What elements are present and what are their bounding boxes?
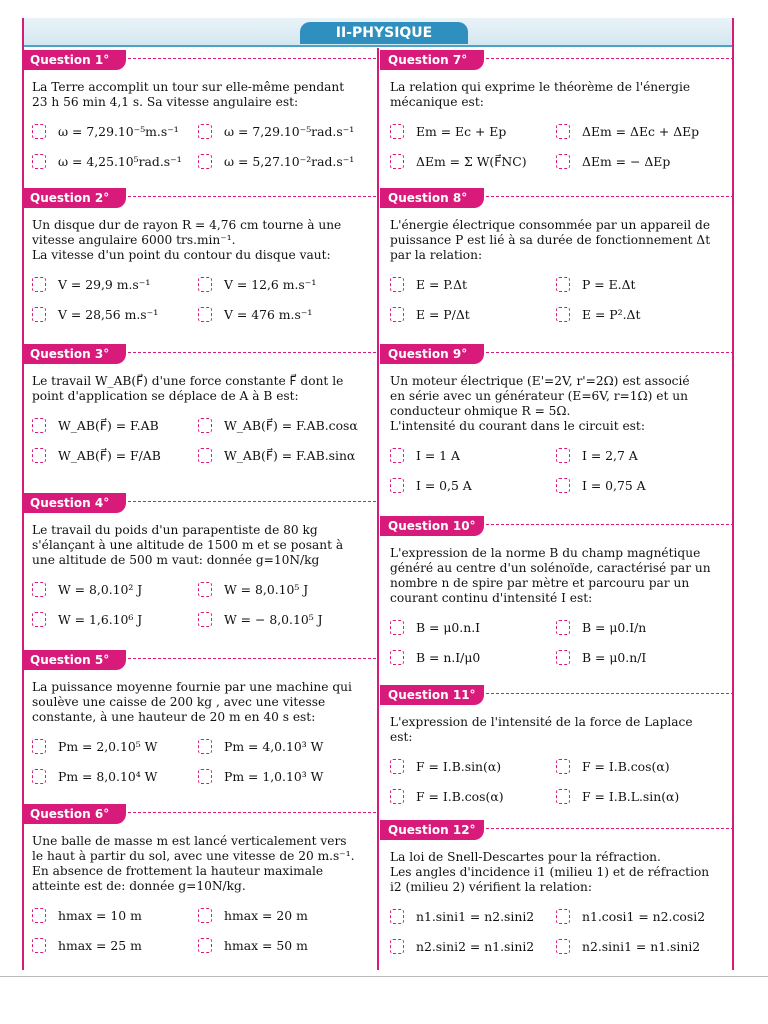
answer-option[interactable] [198,154,364,169]
answer-checkbox[interactable] [556,759,570,774]
answer-checkbox[interactable] [390,448,404,463]
answer-text: E = P.Δt [416,276,467,292]
answer-checkbox[interactable] [556,124,570,139]
answer-option[interactable] [32,769,198,784]
question-header [380,685,734,707]
answer-option[interactable] [198,418,364,433]
answer-options [390,901,734,961]
question-divider [486,58,734,59]
answer-text: ω = 5,27.10⁻²rad.s⁻¹ [224,153,355,169]
question-9 [380,344,734,500]
answer-text: V = 476 m.s⁻¹ [224,306,313,322]
answer-row [390,299,734,329]
answer-options [32,574,376,634]
answer-option[interactable] [32,124,198,139]
answer-row [32,440,376,470]
answer-option[interactable] [198,448,364,463]
answer-checkbox[interactable] [390,620,404,635]
question-header [380,188,734,210]
answer-option[interactable] [556,759,722,774]
question-2 [22,188,376,329]
answer-checkbox[interactable] [198,612,212,627]
answer-option[interactable] [556,939,722,954]
answer-option[interactable] [198,582,364,597]
answer-option[interactable] [198,739,364,754]
answer-option[interactable] [198,124,364,139]
question-header [22,650,376,672]
answer-option[interactable] [32,448,198,463]
answer-text: F = I.B.cos(α) [416,788,504,804]
answer-option[interactable] [198,938,364,953]
question-divider [128,658,376,659]
question-divider [486,524,734,525]
answer-checkbox[interactable] [32,769,46,784]
answer-text: V = 29,9 m.s⁻¹ [58,276,151,292]
answer-checkbox[interactable] [32,418,46,433]
question-divider [486,693,734,694]
answer-checkbox[interactable] [556,650,570,665]
answer-row [32,269,376,299]
answer-text: Pm = 8,0.10⁴ W [58,768,158,784]
question-divider [486,828,734,829]
answer-option[interactable] [198,908,364,923]
answer-checkbox[interactable] [198,908,212,923]
question-text: Le travail W_AB(F⃗) d'une force constante F⃗ dont le point d'application se déplace de A à B est: [32,374,344,403]
question-header [22,493,376,515]
answer-text: F = I.B.cos(α) [582,758,670,774]
answer-options [32,269,376,329]
question-header [22,344,376,366]
answer-row [390,642,734,672]
answer-checkbox[interactable] [390,307,404,322]
question-text: Une balle de masse m est lancé verticalement vers le haut à partir du sol, avec une vitesse de 20 m.s⁻¹. En absence de frottement la hauteur maximale atteinte est de: donnée g=10N/kg. [32,834,355,893]
question-4 [22,493,376,634]
answer-options [32,410,376,470]
answer-text: n1.sini1 = n2.sini2 [416,908,535,924]
question-5 [22,650,376,791]
answer-row [32,146,376,176]
question-text: La Terre accomplit un tour sur elle-même pendant 23 h 56 min 4,1 s. Sa vitesse angulaire est: [32,80,345,109]
answer-option[interactable] [556,620,722,635]
answer-option[interactable] [198,612,364,627]
answer-checkbox[interactable] [198,739,212,754]
answer-text: I = 2,7 A [582,447,638,463]
answer-row [390,751,734,781]
answer-option[interactable] [32,938,198,953]
answer-option[interactable] [390,154,556,169]
answer-text: Pm = 4,0.10³ W [224,738,324,754]
answer-text: W = 1,6.10⁶ J [58,611,143,627]
answer-checkbox[interactable] [556,789,570,804]
answer-checkbox[interactable] [32,938,46,953]
answer-text: P = E.Δt [582,276,636,292]
answer-option[interactable] [32,739,198,754]
question-text: L'énergie électrique consommée par un appareil de puissance P est lié à sa durée de fonctionnement Δt par la relation: [390,218,711,262]
question-text: Le travail du poids d'un parapentiste de 80 kg s'élançant à une altitude de 1500 m et se posant à une altitude de 500 m vaut: donnée g=10N/kg [32,523,344,567]
question-label: Question 9° [380,344,484,364]
answer-text: Em = Ec + Ep [416,123,507,139]
answer-checkbox[interactable] [32,908,46,923]
answer-checkbox[interactable] [198,938,212,953]
answer-text: W_AB(F⃗) = F/AB [58,447,161,463]
answer-option[interactable] [198,769,364,784]
answer-option[interactable] [390,789,556,804]
answer-row [390,269,734,299]
answer-checkbox[interactable] [32,448,46,463]
answer-checkbox[interactable] [556,620,570,635]
answer-text: W = 8,0.10⁵ J [224,581,309,597]
answer-checkbox[interactable] [198,582,212,597]
answer-checkbox[interactable] [32,739,46,754]
answer-checkbox[interactable] [198,769,212,784]
answer-text: B = n.I/μ0 [416,649,481,665]
answer-option[interactable] [198,277,364,292]
answer-text: ω = 7,29.10⁻⁵m.s⁻¹ [58,123,179,139]
answer-row [32,604,376,634]
answer-checkbox[interactable] [556,277,570,292]
answer-text: n2.sini2 = n1.sini2 [416,938,535,954]
answer-text: ΔEm = − ΔEp [582,153,671,169]
answer-checkbox[interactable] [32,307,46,322]
answer-option[interactable] [390,620,556,635]
answer-text: I = 0,75 A [582,477,646,493]
question-label: Question 1° [22,50,126,70]
answer-option[interactable] [390,909,556,924]
answer-text: B = μ0.n.I [416,619,481,635]
question-divider [128,58,376,59]
answer-option[interactable] [556,124,722,139]
question-label: Question 10° [380,516,484,536]
question-header [22,804,376,826]
answer-checkbox[interactable] [198,418,212,433]
answer-row [390,931,734,961]
answer-text: B = μ0.n/I [582,649,647,665]
question-7 [380,50,734,176]
question-label: Question 8° [380,188,484,208]
answer-checkbox[interactable] [32,582,46,597]
question-8 [380,188,734,329]
answer-row [32,299,376,329]
question-3 [22,344,376,470]
answer-checkbox[interactable] [556,939,570,954]
answer-option[interactable] [32,582,198,597]
answer-checkbox[interactable] [556,909,570,924]
answer-row [32,900,376,930]
answer-text: Pm = 2,0.10⁵ W [58,738,158,754]
answer-option[interactable] [390,307,556,322]
answer-option[interactable] [390,478,556,493]
answer-row [390,116,734,146]
answer-row [32,116,376,146]
question-header [22,50,376,72]
answer-options [390,751,734,811]
question-12 [380,820,734,961]
answer-option[interactable] [32,277,198,292]
answer-text: E = P/Δt [416,306,470,322]
answer-checkbox[interactable] [32,124,46,139]
answer-checkbox[interactable] [556,307,570,322]
question-text: La loi de Snell-Descartes pour la réfraction. Les angles d'incidence i1 (milieu 1) et de réfraction i2 (milieu 2) vérifient la relation: [390,850,710,894]
answer-option[interactable] [32,418,198,433]
answer-text: W = 8,0.10² J [58,581,143,597]
answer-text: ω = 7,29.10⁻⁵rad.s⁻¹ [224,123,355,139]
answer-checkbox[interactable] [556,154,570,169]
answer-checkbox[interactable] [390,909,404,924]
answer-options [32,116,376,176]
answer-checkbox[interactable] [556,478,570,493]
answer-row [32,410,376,440]
answer-text: V = 28,56 m.s⁻¹ [58,306,159,322]
answer-text: B = μ0.I/n [582,619,647,635]
question-label: Question 3° [22,344,126,364]
answer-option[interactable] [390,759,556,774]
answer-row [390,470,734,500]
question-header [380,50,734,72]
answer-checkbox[interactable] [390,759,404,774]
answer-options [32,731,376,791]
answer-options [32,900,376,960]
answer-text: I = 0,5 A [416,477,472,493]
answer-checkbox[interactable] [32,612,46,627]
answer-checkbox[interactable] [198,277,212,292]
question-text: La relation qui exprime le théorème de l'énergie mécanique est: [390,80,691,109]
answer-row [390,781,734,811]
question-header [380,344,734,366]
answer-text: E = P².Δt [582,306,641,322]
page-bottom-rule [0,976,768,977]
section-title: II-PHYSIQUE [300,22,468,44]
question-text: Un disque dur de rayon R = 4,76 cm tourne à une vitesse angulaire 6000 trs.min⁻¹. La vitesse d'un point du contour du disque vaut: [32,218,342,262]
answer-text: hmax = 10 m [58,907,142,923]
question-divider [486,352,734,353]
question-label: Question 7° [380,50,484,70]
question-label: Question 12° [380,820,484,840]
answer-option[interactable] [198,307,364,322]
answer-checkbox[interactable] [556,448,570,463]
question-header [380,820,734,842]
answer-row [32,930,376,960]
answer-option[interactable] [556,478,722,493]
answer-text: Pm = 1,0.10³ W [224,768,324,784]
question-11 [380,685,734,811]
answer-row [390,612,734,642]
question-label: Question 4° [22,493,126,513]
answer-text: ΔEm = ΔEc + ΔEp [582,123,700,139]
question-10 [380,516,734,672]
answer-option[interactable] [390,448,556,463]
answer-row [390,901,734,931]
answer-options [390,440,734,500]
answer-option[interactable] [556,154,722,169]
answer-option[interactable] [556,650,722,665]
question-text: Un moteur électrique (E'=2V, r'=2Ω) est associé en série avec un générateur (E=6V, r=1Ω) et un conducteur ohmique R = 5Ω. L'intensité du courant dans le circuit est: [390,374,690,433]
answer-text: W = − 8,0.10⁵ J [224,611,323,627]
answer-row [390,146,734,176]
answer-option[interactable] [556,448,722,463]
answer-checkbox[interactable] [198,124,212,139]
answer-checkbox[interactable] [390,478,404,493]
question-text: L'expression de l'intensité de la force de Laplace est: [390,715,693,744]
answer-option[interactable] [390,124,556,139]
question-text: La puissance moyenne fournie par une machine qui soulève une caisse de 200 kg , avec une vitesse constante, à une hauteur de 20 m en 40 s est: [32,680,352,724]
question-1 [22,50,376,176]
answer-checkbox[interactable] [198,307,212,322]
answer-option[interactable] [32,908,198,923]
answer-option[interactable] [32,612,198,627]
answer-text: n1.cosi1 = n2.cosi2 [582,908,706,924]
answer-options [390,269,734,329]
answer-row [32,731,376,761]
question-divider [128,352,376,353]
answer-text: hmax = 25 m [58,937,142,953]
question-header [22,188,376,210]
column-divider [377,48,379,970]
answer-text: F = I.B.sin(α) [416,758,502,774]
answer-checkbox[interactable] [390,124,404,139]
answer-text: ΔEm = Σ W(F⃗NC) [416,153,527,169]
question-label: Question 6° [22,804,126,824]
answer-options [390,116,734,176]
answer-options [390,612,734,672]
answer-option[interactable] [390,650,556,665]
question-text: L'expression de la norme B du champ magnétique généré au centre d'un solénoïde, caractérisé par un nombre n de spire par mètre et parcouru par un courant continu d'intensité I est: [390,546,711,605]
answer-checkbox[interactable] [390,939,404,954]
answer-text: W_AB(F⃗) = F.AB [58,417,159,433]
answer-text: F = I.B.L.sin(α) [582,788,680,804]
answer-text: hmax = 50 m [224,937,308,953]
answer-checkbox[interactable] [32,154,46,169]
answer-row [390,440,734,470]
answer-row [32,574,376,604]
answer-text: W_AB(F⃗) = F.AB.sinα [224,447,356,463]
answer-checkbox[interactable] [32,277,46,292]
question-header [380,516,734,538]
answer-checkbox[interactable] [390,789,404,804]
question-label: Question 11° [380,685,484,705]
answer-checkbox[interactable] [390,154,404,169]
answer-checkbox[interactable] [198,448,212,463]
question-label: Question 5° [22,650,126,670]
question-divider [128,501,376,502]
answer-checkbox[interactable] [390,277,404,292]
question-label: Question 2° [22,188,126,208]
question-divider [128,196,376,197]
answer-text: ω = 4,25.10⁵rad.s⁻¹ [58,153,182,169]
answer-option[interactable] [390,939,556,954]
answer-option[interactable] [556,277,722,292]
answer-option[interactable] [556,909,722,924]
answer-text: W_AB(F⃗) = F.AB.cosα [224,417,358,433]
answer-text: hmax = 20 m [224,907,308,923]
answer-option[interactable] [556,789,722,804]
answer-option[interactable] [32,307,198,322]
question-divider [128,812,376,813]
question-divider [486,196,734,197]
answer-option[interactable] [556,307,722,322]
answer-checkbox[interactable] [390,650,404,665]
answer-option[interactable] [390,277,556,292]
answer-row [32,761,376,791]
answer-text: n2.sini1 = n1.sini2 [582,938,701,954]
answer-option[interactable] [32,154,198,169]
answer-checkbox[interactable] [198,154,212,169]
answer-text: V = 12,6 m.s⁻¹ [224,276,317,292]
question-6 [22,804,376,960]
answer-text: I = 1 A [416,447,460,463]
